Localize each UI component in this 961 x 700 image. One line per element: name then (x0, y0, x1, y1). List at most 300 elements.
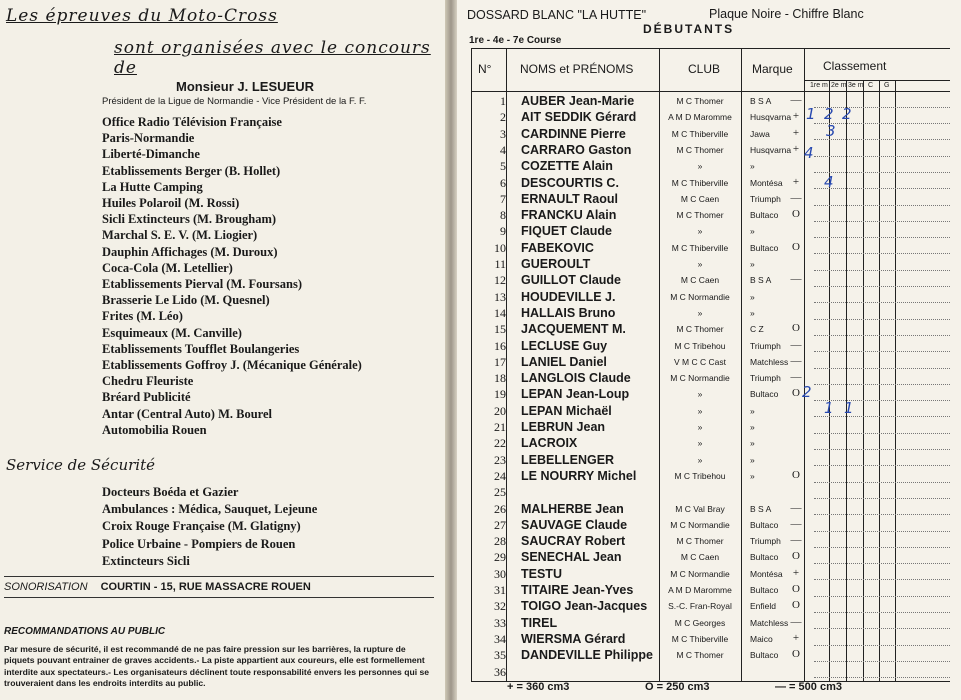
rider-name: LACROIX (521, 436, 578, 451)
club-name: M C Normandie (670, 519, 730, 530)
row-number: 29 (494, 550, 506, 565)
sponsor-item: Dauphin Affichages (M. Duroux) (102, 244, 278, 259)
rider-name: FRANCKU Alain (521, 208, 617, 223)
bike-brand: Husqvarna (750, 144, 792, 155)
engine-symbol: O (792, 583, 800, 595)
course-label: 1re - 4e - 7e Course (469, 35, 562, 46)
table-row (472, 192, 950, 208)
bike-brand: Montésa (750, 177, 783, 188)
table-row (472, 469, 950, 485)
sponsor-item: Marchal S. E. V. (M. Liogier) (102, 228, 258, 243)
bike-brand: Triumph (750, 373, 781, 384)
row-number: 25 (494, 485, 506, 500)
result-dotted-line (814, 205, 950, 206)
row-number: 22 (494, 436, 506, 451)
rider-name: FABEKOVIC (521, 240, 594, 255)
club-name: M C Normandie (670, 568, 730, 579)
row-number: 21 (494, 420, 506, 434)
bike-brand: » (750, 307, 755, 318)
subheader-g: G (884, 82, 890, 89)
sponsor-item: Frites (M. Léo) (102, 309, 183, 324)
rider-name: LANGLOIS Claude (521, 371, 631, 386)
bike-brand: Jawa (750, 128, 770, 139)
engine-symbol: O (792, 648, 800, 661)
engine-symbol: — (790, 371, 802, 384)
rider-name: AIT SEDDIK Gérard (521, 110, 637, 125)
result-dotted-line (814, 107, 950, 108)
rider-name: HALLAIS Bruno (521, 305, 616, 320)
row-number: 2 (500, 110, 506, 125)
bike-brand: B S A (750, 96, 772, 106)
club-name: » (697, 389, 703, 400)
club-name: M C Normandie (670, 291, 730, 302)
row-number: 17 (494, 354, 506, 369)
row-number: 28 (494, 534, 506, 549)
row-number: 5 (500, 159, 506, 174)
table-row (472, 420, 950, 436)
row-number: 14 (494, 305, 506, 320)
result-dotted-line (814, 465, 950, 466)
club-name: M C Georges (674, 617, 726, 628)
engine-symbol: O (792, 468, 800, 481)
rider-name: GUEROULT (521, 257, 591, 271)
club-name: M C Thomer (676, 210, 724, 221)
row-number: 7 (500, 191, 506, 206)
sponsor-item: Etablissements Toufflet Boulangeries (102, 341, 300, 356)
sonorisation-box (4, 576, 434, 598)
result-dotted-line (814, 319, 950, 320)
club-name: S.-C. Fran-Royal (668, 601, 732, 612)
bike-brand: » (750, 291, 755, 302)
table-row (472, 127, 950, 143)
engine-symbol: O (792, 322, 800, 335)
table-row (472, 355, 950, 371)
table-row (472, 550, 950, 566)
handwritten-mark: 1 (806, 105, 816, 123)
engine-symbol: O (792, 550, 800, 563)
rider-name: JACQUEMENT M. (521, 322, 626, 337)
club-name: » (697, 161, 703, 172)
table-row (472, 371, 950, 387)
sponsor-item: Bréard Publicité (102, 390, 191, 405)
book-gutter (445, 0, 457, 700)
result-dotted-line (814, 596, 950, 597)
security-title: Service de Sécurité (6, 456, 155, 474)
sponsor-item: Brasserie Le Lido (M. Quesnel) (102, 293, 270, 308)
header-line-1: Les épreuves du Moto-Cross (6, 6, 278, 26)
subheader-3: 3e m (848, 82, 864, 89)
row-number: 35 (494, 648, 506, 663)
row-number: 33 (494, 615, 506, 630)
subheader-1: 1re m (810, 82, 828, 89)
engine-symbol: O (792, 387, 800, 400)
row-number: 12 (494, 273, 506, 288)
rider-name: DESCOURTIS C. (521, 175, 619, 190)
security-item: Extincteurs Sicli (102, 553, 190, 568)
engine-symbol: O (792, 208, 800, 221)
sponsor-item: Office Radio Télévision Française (102, 115, 282, 129)
row-number: 32 (494, 599, 506, 614)
table-row (472, 241, 950, 257)
legend-plus: + = 360 cm3 (507, 681, 570, 693)
rider-name: LEPAN Michaël (521, 403, 612, 418)
bike-brand: » (750, 422, 755, 432)
table-row (472, 257, 950, 273)
row-number: 31 (494, 583, 506, 597)
rider-name: SAUCRAY Robert (521, 534, 626, 549)
result-dotted-line (814, 156, 950, 157)
table-row (472, 665, 950, 681)
result-dotted-line (814, 188, 950, 189)
rider-name: SAUVAGE Claude (521, 517, 628, 532)
sponsor-item: Etablissements Pierval (M. Foursans) (102, 277, 302, 292)
engine-symbol: — (790, 615, 802, 628)
club-name: » (697, 226, 703, 237)
table-row (472, 322, 950, 338)
row-number: 27 (494, 517, 506, 532)
result-dotted-line (814, 645, 950, 646)
security-item: Croix Rouge Française (M. Glatigny) (102, 519, 301, 534)
row-number: 30 (494, 566, 506, 581)
result-dotted-line (814, 449, 950, 450)
row-number: 1 (500, 94, 506, 108)
recommendations-title: RECOMMANDATIONS AU PUBLIC (4, 626, 166, 637)
rider-name: SENECHAL Jean (521, 550, 622, 565)
engine-symbol: — (790, 338, 802, 351)
sono-name: COURTIN - 15, RUE MASSACRE ROUEN (100, 581, 311, 593)
engine-symbol: — (790, 191, 802, 204)
president-title: Président de la Ligue de Normandie - Vice Président de la F. F. (102, 96, 367, 107)
bike-brand: Husqvarna (750, 112, 792, 123)
rider-name: LECLUSE Guy (521, 338, 608, 353)
club-name: A M D Maromme (668, 112, 732, 123)
engine-symbol: + (792, 110, 800, 123)
subheader-2: 2e m (831, 82, 847, 89)
table-row (472, 159, 950, 175)
handwritten-mark: 2 (824, 105, 834, 123)
security-item: Docteurs Boéda et Gazier (102, 485, 239, 499)
table-row (472, 567, 950, 583)
engine-symbol: + (792, 566, 800, 579)
table-row (472, 339, 950, 355)
bike-brand: Maico (750, 633, 773, 644)
bike-brand: » (750, 405, 755, 416)
bike-brand: Bultaco (750, 210, 779, 221)
rider-name: TESTU (521, 566, 562, 581)
sponsor-item: Liberté-Dimanche (102, 147, 200, 162)
engine-symbol: + (792, 126, 800, 139)
row-number: 19 (494, 387, 506, 402)
dossard-label: DOSSARD BLANC "LA HUTTE" (467, 8, 647, 22)
result-dotted-line (814, 221, 950, 222)
rider-name: WIERSMA Gérard (521, 631, 626, 646)
bike-brand: Matchless (750, 356, 789, 367)
rider-name: GUILLOT Claude (521, 273, 621, 288)
table-row (472, 436, 950, 452)
row-number: 3 (500, 126, 506, 141)
bike-brand: B S A (750, 275, 772, 286)
table-row (472, 616, 950, 632)
row-number: 4 (500, 142, 506, 157)
sono-label: SONORISATION (4, 581, 88, 593)
result-dotted-line (814, 253, 950, 254)
header-marque: Marque (752, 62, 793, 76)
sponsor-item: Etablissements Berger (B. Hollet) (102, 163, 281, 178)
sponsor-item: Sicli Extincteurs (M. Brougham) (102, 212, 277, 227)
club-name: M C Caen (680, 193, 720, 204)
club-name: M C Thomer (676, 536, 724, 547)
left-page (0, 0, 445, 700)
engine-symbol: — (790, 517, 802, 530)
bike-brand: Bultaco (750, 585, 779, 595)
club-name: M C Thomer (676, 96, 724, 106)
sponsor-item: Coca-Cola (M. Letellier) (102, 260, 233, 275)
rider-name: FIQUET Claude (521, 224, 612, 239)
engine-symbol: + (792, 142, 800, 155)
bike-brand: » (750, 161, 755, 172)
row-number: 20 (494, 403, 506, 418)
security-item: Ambulances : Médica, Sauquet, Lejeune (102, 502, 318, 517)
engine-symbol: O (792, 599, 800, 612)
header-names: NOMS et PRÉNOMS (520, 62, 634, 76)
engine-symbol: O (792, 240, 800, 253)
club-name: M C Thomer (676, 324, 724, 335)
engine-symbol: — (790, 501, 802, 514)
club-name: M C Thomer (676, 650, 724, 661)
legend-circle: O = 250 cm3 (645, 681, 710, 693)
handwritten-mark: 3 (826, 122, 836, 140)
table-row (472, 143, 950, 159)
header-club: CLUB (688, 62, 721, 76)
club-name: » (697, 405, 703, 416)
table-row (472, 224, 950, 240)
recommendations-text: Par mesure de sécurité, il est recommandé de ne pas faire pression sur les barrières, la rupture de piquets pouvant entrainer de graves accidents.- La piste appartient aux coureurs, elle est formellement interdite aux spectateurs.- Les organisateurs déclinent toute responsabilité envers les personnes qui se trouveraient dans les endroits interdits au public. (4, 644, 430, 689)
engine-symbol: — (790, 354, 802, 367)
plaque-label: Plaque Noire - Chiffre Blanc (709, 7, 864, 21)
sponsor-item: Huiles Polaroil (M. Rossi) (102, 196, 240, 211)
club-name: M C Thiberville (671, 128, 729, 139)
bike-brand: Enfield (750, 601, 776, 612)
result-dotted-line (814, 514, 950, 515)
club-name: M C Thomer (676, 144, 724, 155)
result-dotted-line (814, 547, 950, 548)
table-row (472, 273, 950, 289)
rider-name: COZETTE Alain (521, 159, 613, 174)
sponsor-item: La Hutte Camping (102, 179, 203, 194)
club-name: M C Thiberville (671, 177, 729, 188)
table-row (472, 534, 950, 550)
classement-rule (804, 80, 950, 81)
bike-brand: » (750, 438, 755, 449)
row-number: 9 (500, 224, 506, 239)
handwritten-mark: 4 (824, 173, 834, 191)
row-number: 15 (494, 322, 506, 337)
sponsor-list (102, 114, 362, 438)
rider-name: ERNAULT Raoul (521, 191, 618, 206)
monsieur-name: Monsieur J. LESUEUR (176, 79, 314, 94)
result-dotted-line (814, 286, 950, 287)
handwritten-mark: 1 (844, 399, 854, 417)
bike-brand: » (750, 470, 755, 481)
row-number: 8 (500, 208, 506, 223)
security-item: Police Urbaine - Pompiers de Rouen (102, 536, 296, 551)
bike-brand: » (750, 454, 755, 465)
result-dotted-line (814, 498, 950, 499)
table-row (472, 599, 950, 615)
club-name: M C Thiberville (671, 242, 729, 253)
rider-name: LEBELLENGER (521, 452, 615, 467)
bike-brand: Triumph (750, 536, 781, 547)
row-number: 36 (494, 664, 506, 679)
header-classement: Classement (823, 59, 887, 73)
table-row (472, 404, 950, 420)
bike-brand: Bultaco (750, 519, 779, 530)
table-row (472, 648, 950, 664)
result-dotted-line (814, 368, 950, 369)
club-name: M C Caen (680, 275, 720, 286)
row-number: 18 (494, 371, 506, 386)
rider-name: AUBER Jean-Marie (521, 94, 635, 108)
table-row (472, 387, 950, 403)
rider-name: DANDEVILLE Philippe (521, 648, 653, 663)
sponsor-item: Esquimeaux (M. Canville) (102, 325, 242, 340)
row-number: 6 (500, 175, 506, 190)
row-number: 16 (494, 338, 506, 353)
result-dotted-line (814, 677, 950, 678)
sponsor-item: Antar (Central Auto) M. Bourel (102, 406, 273, 421)
right-page (457, 0, 961, 700)
handwritten-mark: 2 (802, 383, 812, 401)
bike-brand: Bultaco (750, 389, 779, 400)
header-line-2: sont organisées avec le concours de (114, 38, 431, 78)
result-dotted-line (814, 172, 950, 173)
row-number: 26 (494, 501, 506, 516)
result-dotted-line (814, 612, 950, 613)
result-dotted-line (814, 661, 950, 662)
club-name: M C Tribehou (674, 340, 726, 351)
club-name: M C Caen (680, 552, 720, 563)
rider-name: CARRARO Gaston (521, 142, 632, 157)
row-number: 24 (494, 468, 506, 483)
rider-name: HOUDEVILLE J. (521, 289, 616, 304)
club-name: M C Thiberville (671, 633, 729, 644)
club-name: V M C C Cast (674, 356, 726, 367)
row-number: 10 (494, 240, 506, 255)
table-row (472, 583, 950, 599)
bike-brand: Triumph (750, 340, 781, 351)
rider-name: CARDINNE Pierre (521, 126, 626, 141)
rider-name: LEBRUN Jean (521, 420, 606, 434)
result-dotted-line (814, 433, 950, 434)
club-name: M C Tribehou (674, 470, 726, 481)
result-dotted-line (814, 302, 950, 303)
table-row (472, 632, 950, 648)
result-dotted-line (814, 384, 950, 385)
sponsor-item: Etablissements Goffroy J. (Mécanique Générale) (102, 358, 362, 373)
club-name: M C Val Bray (675, 503, 725, 514)
result-dotted-line (814, 351, 950, 352)
handwritten-mark: 2 (842, 105, 852, 123)
table-row (472, 110, 950, 126)
result-dotted-line (814, 416, 950, 417)
row-number: 13 (494, 289, 506, 304)
result-dotted-line (814, 237, 950, 238)
result-dotted-line (814, 579, 950, 580)
sponsor-item: Automobilia Rouen (102, 422, 207, 437)
bike-brand: » (750, 226, 755, 237)
engine-symbol: + (792, 631, 800, 644)
bike-brand: Bultaco (750, 552, 779, 563)
rider-name: LE NOURRY Michel (521, 468, 637, 483)
rider-name: LANIEL Daniel (521, 354, 607, 369)
rider-name: LEPAN Jean-Loup (521, 387, 630, 402)
table-row (472, 306, 950, 322)
engine-symbol: — (790, 94, 802, 106)
result-dotted-line (814, 270, 950, 271)
table-row (472, 176, 950, 192)
handwritten-mark: 1 (824, 399, 834, 417)
club-name: M C Normandie (670, 373, 730, 384)
table-row (472, 453, 950, 469)
result-dotted-line (814, 400, 950, 401)
engine-symbol: — (790, 534, 802, 547)
rider-name: TIREL (521, 615, 558, 630)
club-name: » (697, 307, 703, 318)
header-num: N° (478, 62, 492, 76)
legend-dash: — = 500 cm3 (775, 681, 842, 693)
sponsor-item: Chedru Fleuriste (102, 374, 194, 389)
row-number: 23 (494, 452, 506, 467)
bike-brand: C Z (750, 324, 764, 335)
bike-brand: Bultaco (750, 650, 779, 661)
table-row (472, 502, 950, 518)
club-name: » (697, 422, 703, 432)
club-name: » (697, 438, 703, 449)
security-list (102, 484, 317, 570)
entries-table (471, 48, 950, 682)
result-dotted-line (814, 563, 950, 564)
rider-name: MALHERBE Jean (521, 501, 624, 516)
handwritten-mark: 4 (804, 144, 814, 162)
bike-brand: Montésa (750, 568, 783, 579)
row-number: 11 (494, 257, 506, 271)
bike-brand: Bultaco (750, 242, 779, 253)
result-dotted-line (814, 531, 950, 532)
bike-brand: » (750, 259, 755, 269)
club-name: » (697, 259, 703, 269)
table-row (472, 518, 950, 534)
category-title: DÉBUTANTS (643, 22, 735, 36)
row-number: 34 (494, 631, 506, 646)
rider-name: TITAIRE Jean-Yves (521, 583, 634, 597)
result-dotted-line (814, 335, 950, 336)
engine-symbol: — (790, 273, 802, 286)
table-row (472, 94, 950, 110)
bike-brand: Matchless (750, 617, 789, 628)
result-dotted-line (814, 628, 950, 629)
bike-brand: Triumph (750, 193, 781, 204)
sponsor-item: Paris-Normandie (102, 131, 195, 146)
table-row (472, 208, 950, 224)
club-name: » (697, 454, 703, 465)
table-row (472, 290, 950, 306)
subheader-c: C (868, 82, 874, 89)
engine-symbol: + (792, 175, 800, 188)
rider-name: TOIGO Jean-Jacques (521, 599, 648, 614)
table-row (472, 485, 950, 501)
result-dotted-line (814, 482, 950, 483)
club-name: A M D Maromme (668, 585, 732, 595)
